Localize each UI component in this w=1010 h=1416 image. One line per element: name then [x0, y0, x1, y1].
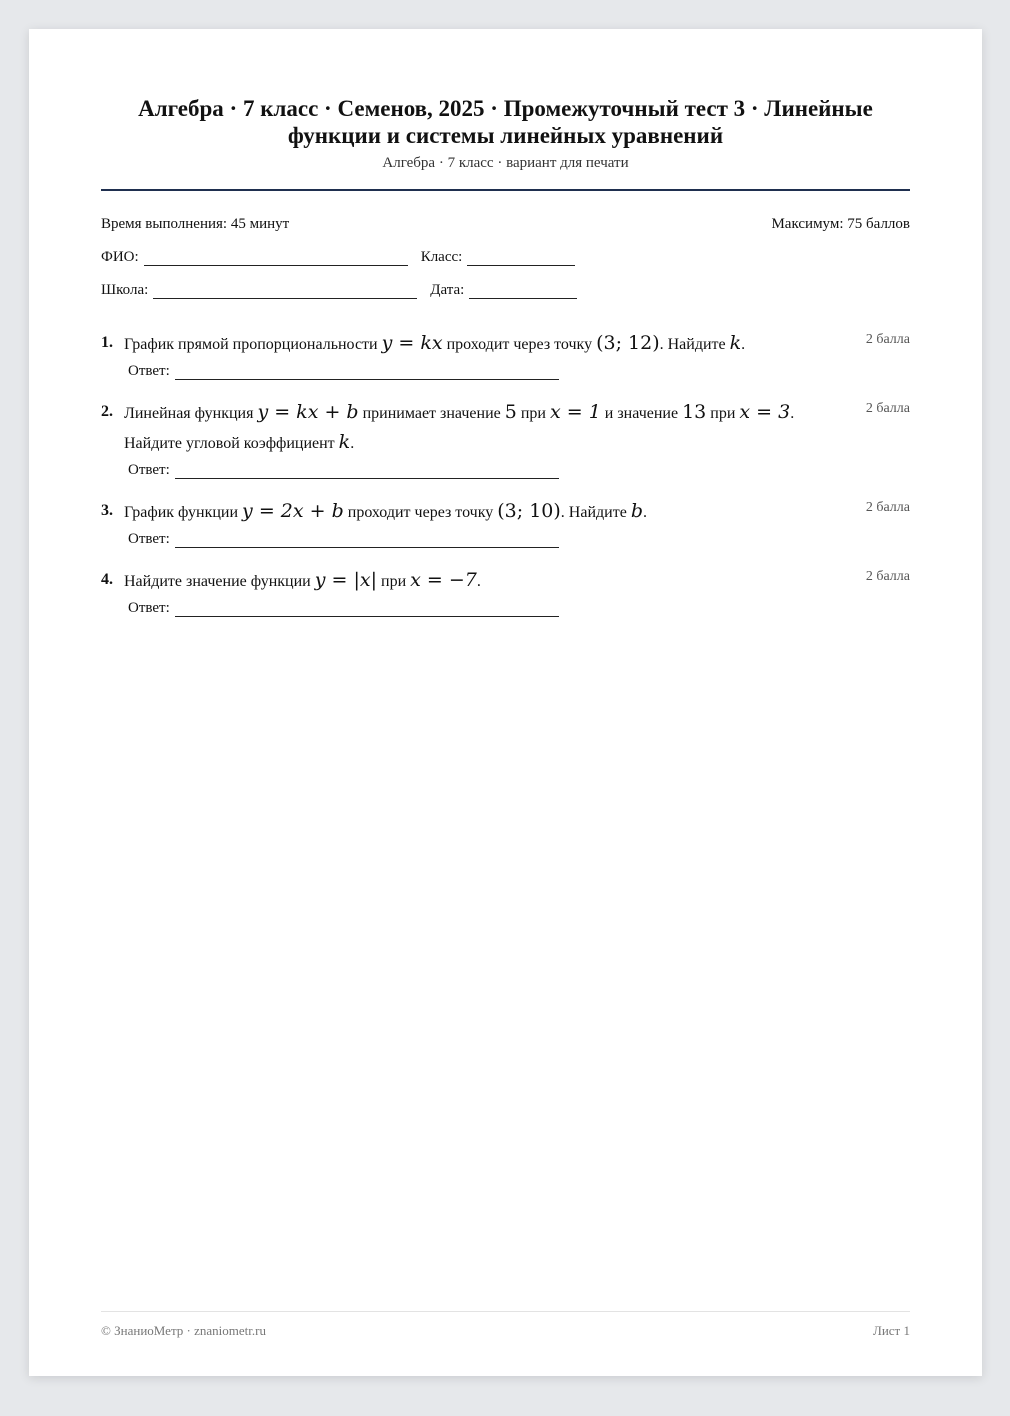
task-text-fragment: .: [350, 435, 355, 452]
fio-field[interactable]: [144, 251, 408, 266]
task-item: [101, 329, 910, 380]
task-points: 2 балла: [865, 401, 910, 416]
task-number: 4.: [101, 571, 113, 588]
math-expression: b: [630, 500, 643, 522]
task-text-fragment: .: [741, 336, 746, 353]
task-text-fragment: при: [377, 573, 411, 590]
task-list: [101, 329, 910, 617]
date-label: Дата:: [430, 282, 465, 298]
task-number: 2.: [101, 403, 113, 420]
task-text-fragment: .: [476, 573, 481, 590]
task-text-fragment: . Найдите угловой коэффициент: [124, 405, 795, 452]
student-fields-row-2: [101, 280, 910, 299]
math-expression: y = 2x + b: [242, 500, 344, 522]
page-number: Лист 1: [873, 1323, 910, 1338]
answer-label: Ответ:: [128, 600, 170, 616]
task-points: 2 балла: [865, 569, 910, 584]
page-footer: [101, 1311, 910, 1339]
task-text-fragment: при: [516, 405, 550, 422]
task-item: [101, 398, 910, 479]
math-expression: (3; 10): [497, 500, 561, 522]
answer-row: [128, 363, 910, 380]
task-statement: [101, 329, 910, 359]
school-label: Школа:: [101, 282, 149, 298]
answer-field[interactable]: [175, 602, 559, 617]
answer-field[interactable]: [175, 365, 559, 380]
student-fields-row-1: [101, 247, 910, 266]
task-text-fragment: . Найдите: [659, 336, 730, 353]
meta-row: [101, 216, 910, 233]
task-text-fragment: проходит через точку: [343, 504, 498, 521]
task-text-fragment: . Найдите: [560, 504, 631, 521]
class-label: Класс:: [420, 249, 463, 265]
task-text-fragment: и значение: [600, 405, 683, 422]
footer-copyright: © ЗнаниоМетр · znaniometr.ru: [101, 1323, 266, 1338]
page-subtitle: Алгебра · 7 класс · вариант для печати: [382, 155, 629, 171]
task-text-fragment: .: [642, 504, 647, 521]
task-number: 1.: [101, 334, 113, 351]
answer-row: [128, 600, 910, 617]
answer-label: Ответ:: [128, 462, 170, 478]
task-text: [124, 566, 910, 596]
task-points: 2 балла: [865, 332, 910, 347]
answer-row: [128, 531, 910, 548]
answer-label: Ответ:: [128, 363, 170, 379]
math-expression: y = kx + b: [257, 401, 359, 423]
time-limit: Время выполнения: 45 минут: [101, 216, 290, 232]
worksheet-page: [29, 29, 982, 1376]
task-statement: [101, 398, 910, 458]
task-text-fragment: Найдите значение функции: [124, 573, 315, 590]
fio-label: ФИО:: [101, 249, 139, 265]
task-text-fragment: График прямой пропорциональности: [124, 336, 382, 353]
math-expression: 5: [504, 401, 517, 423]
task-statement: [101, 497, 910, 527]
math-expression: k: [338, 431, 351, 453]
math-expression: k: [729, 332, 742, 354]
math-expression: (3; 12): [596, 332, 660, 354]
task-text: [124, 497, 910, 527]
math-expression: x = −7: [410, 569, 477, 591]
page-title: Алгебра · 7 класс · Семенов, 2025 · Промежуточный тест 3 · Линейные функции и системы линейных уравнений: [138, 96, 873, 148]
task-text-fragment: при: [706, 405, 740, 422]
task-text: [124, 398, 910, 458]
task-points: 2 балла: [865, 500, 910, 515]
task-number: 3.: [101, 502, 113, 519]
task-text-fragment: проходит через точку: [442, 336, 597, 353]
math-expression: y = |x|: [314, 569, 377, 591]
task-text-fragment: Линейная функция: [124, 405, 258, 422]
date-field[interactable]: [469, 284, 577, 299]
answer-row: [128, 462, 910, 479]
school-field[interactable]: [153, 284, 417, 299]
answer-field[interactable]: [175, 464, 559, 479]
worksheet-content: [101, 95, 910, 635]
task-item: [101, 497, 910, 548]
math-expression: x = 1: [549, 401, 601, 423]
math-expression: x = 3: [739, 401, 791, 423]
answer-label: Ответ:: [128, 531, 170, 547]
task-item: [101, 566, 910, 617]
answer-field[interactable]: [175, 533, 559, 548]
math-expression: y = kx: [381, 332, 443, 354]
class-field[interactable]: [467, 251, 575, 266]
task-text: [124, 329, 910, 359]
math-expression: 13: [682, 401, 707, 423]
max-score: Максимум: 75 баллов: [771, 216, 910, 232]
task-text-fragment: График функции: [124, 504, 243, 521]
task-text-fragment: принимает значение: [358, 405, 505, 422]
task-statement: [101, 566, 910, 596]
header-divider: [101, 189, 910, 191]
